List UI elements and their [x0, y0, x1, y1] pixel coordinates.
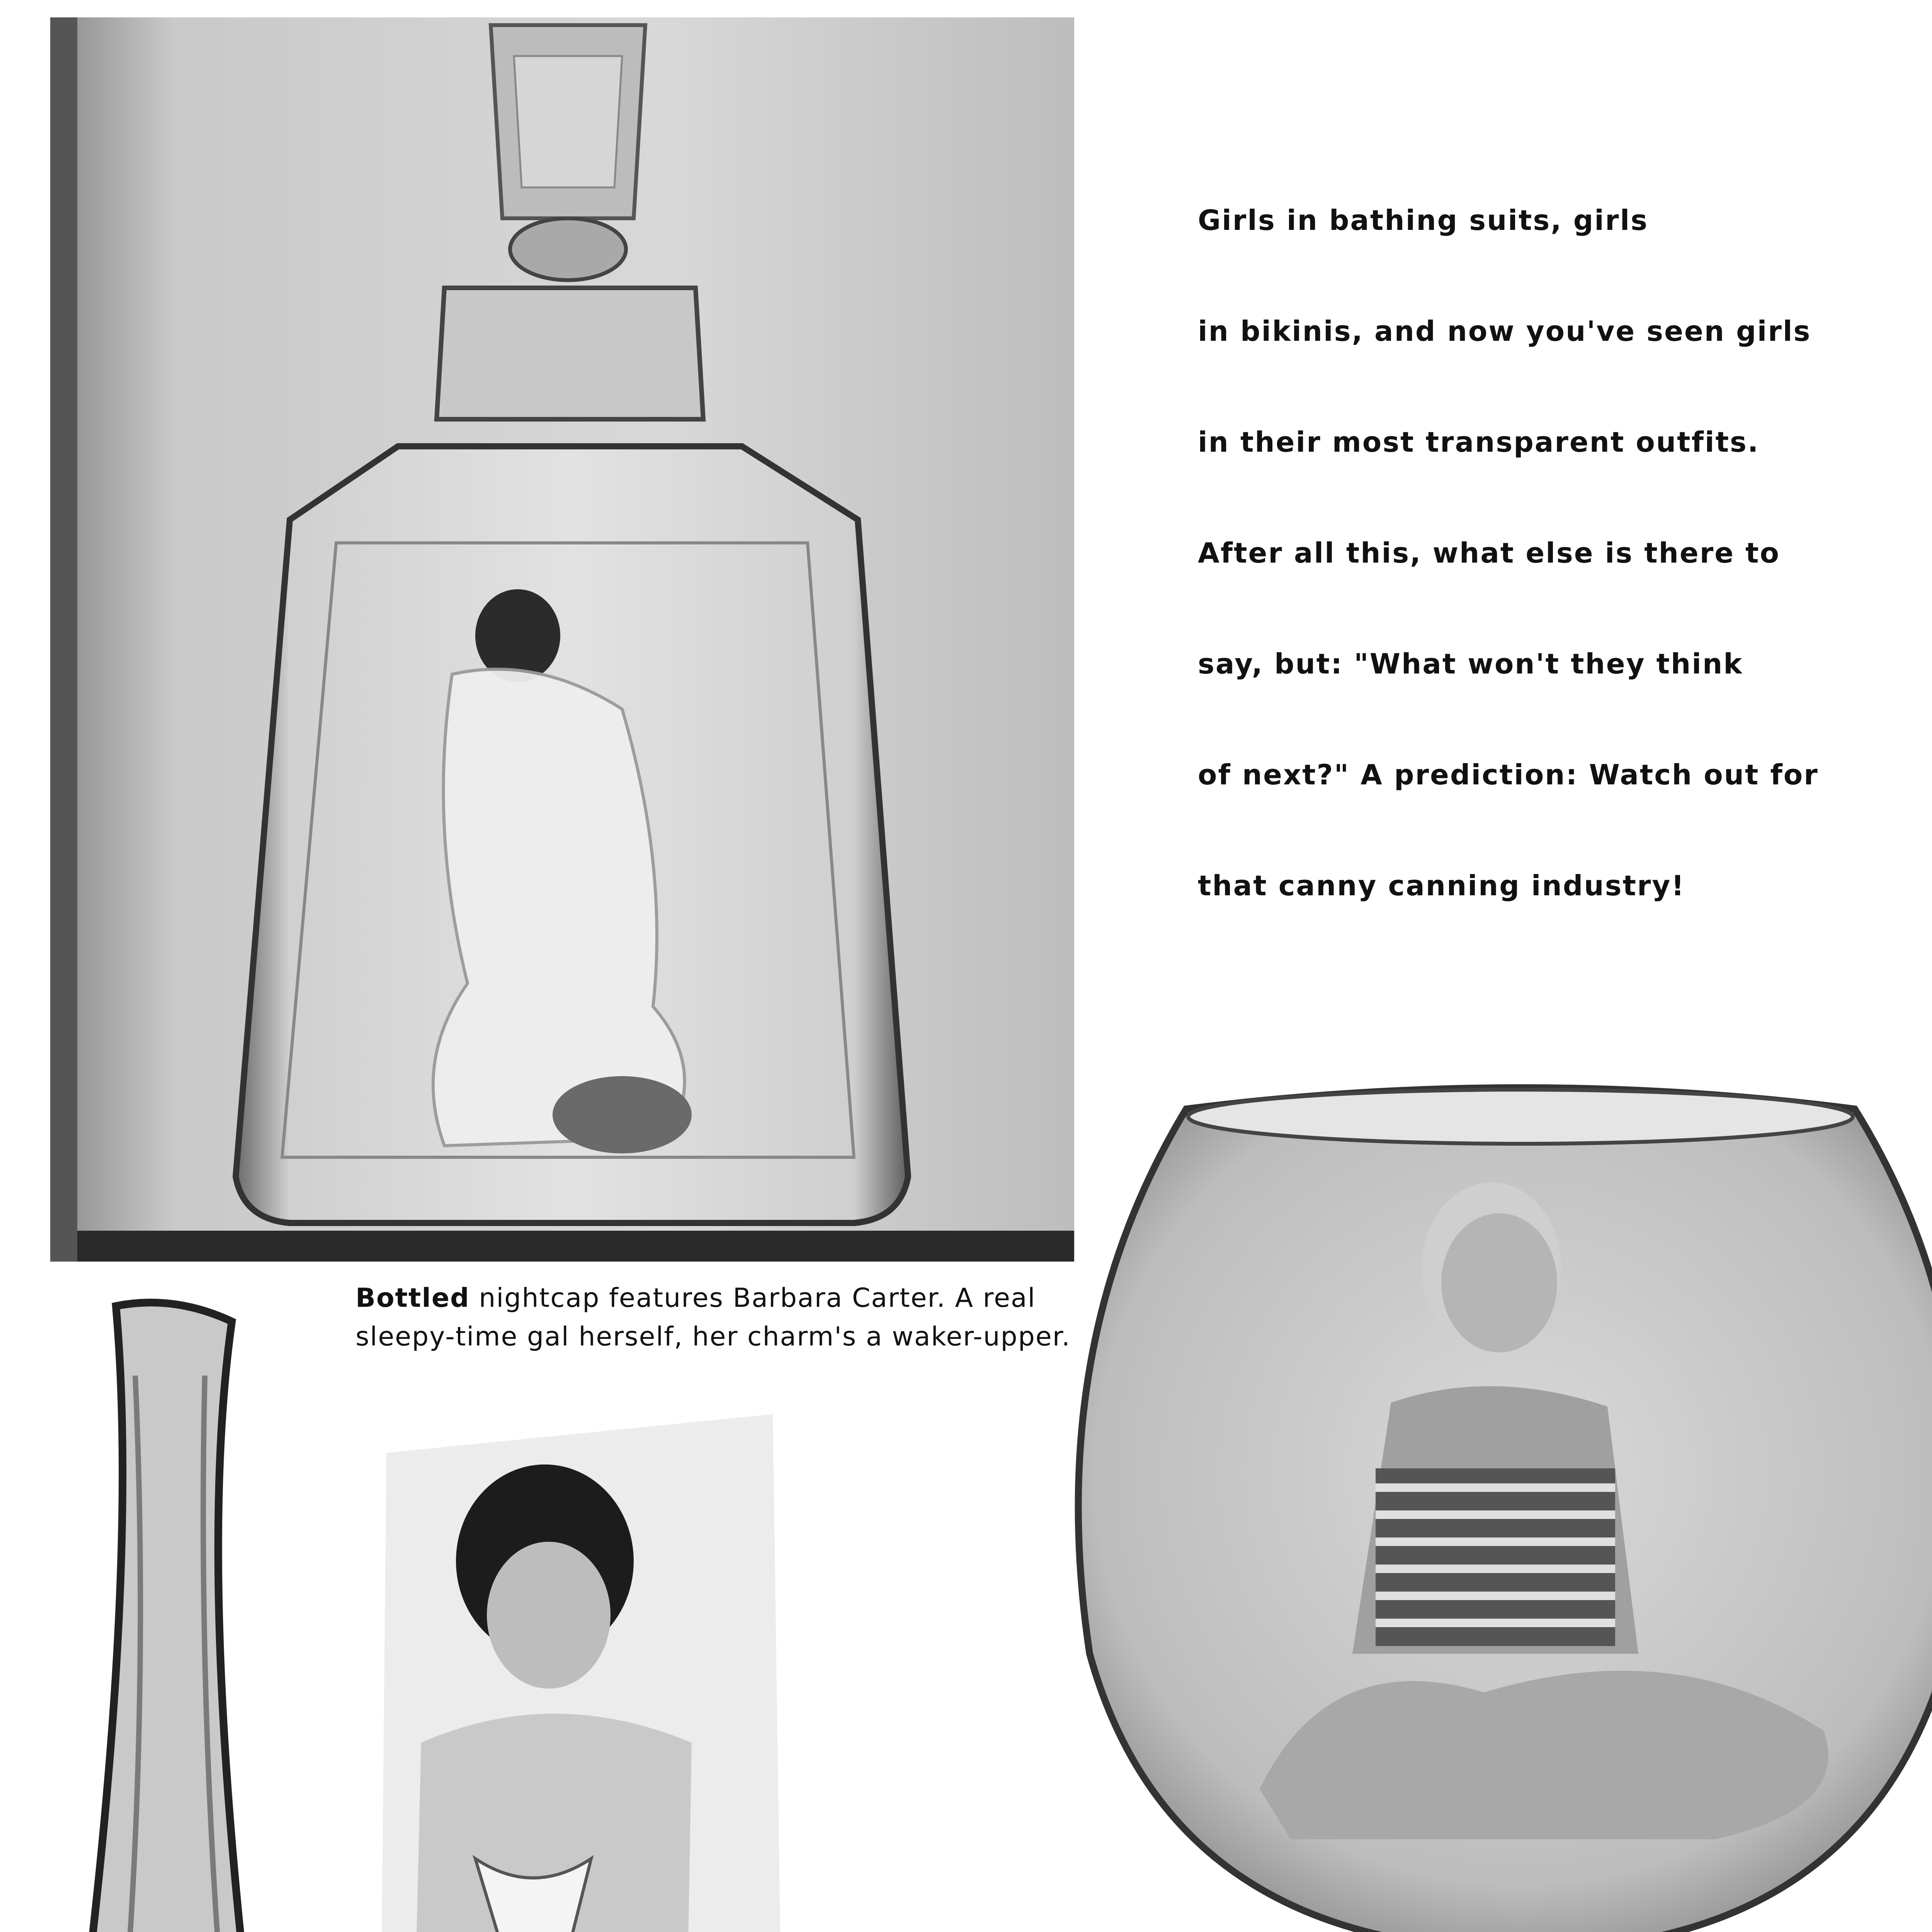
intro-line: in bikinis, and now you've seen girls	[1198, 315, 1811, 347]
intro-line: of next?" A prediction: Watch out for	[1198, 759, 1819, 791]
decanter-photo	[50, 17, 1074, 1262]
intro-line: that canny canning industry!	[1198, 869, 1685, 902]
intro-paragraph	[1198, 201, 1932, 977]
caption-line-1: nightcap features Barbara Carter. A real	[469, 1283, 1036, 1313]
snifter-photo	[1059, 1074, 1932, 1932]
intro-line: Girls in bathing suits, girls	[1198, 204, 1648, 236]
intro-line: in their most transparent outfits.	[1198, 426, 1760, 458]
intro-line: After all this, what else is there to	[1198, 537, 1781, 569]
vase-photo	[50, 1298, 1074, 1932]
caption-line-2: sleepy-time gal herself, her charm's a waker-upper.	[355, 1321, 1071, 1352]
caption-lead-word: Bottled	[355, 1283, 470, 1313]
intro-line: say, but: "What won't they think	[1198, 648, 1743, 680]
